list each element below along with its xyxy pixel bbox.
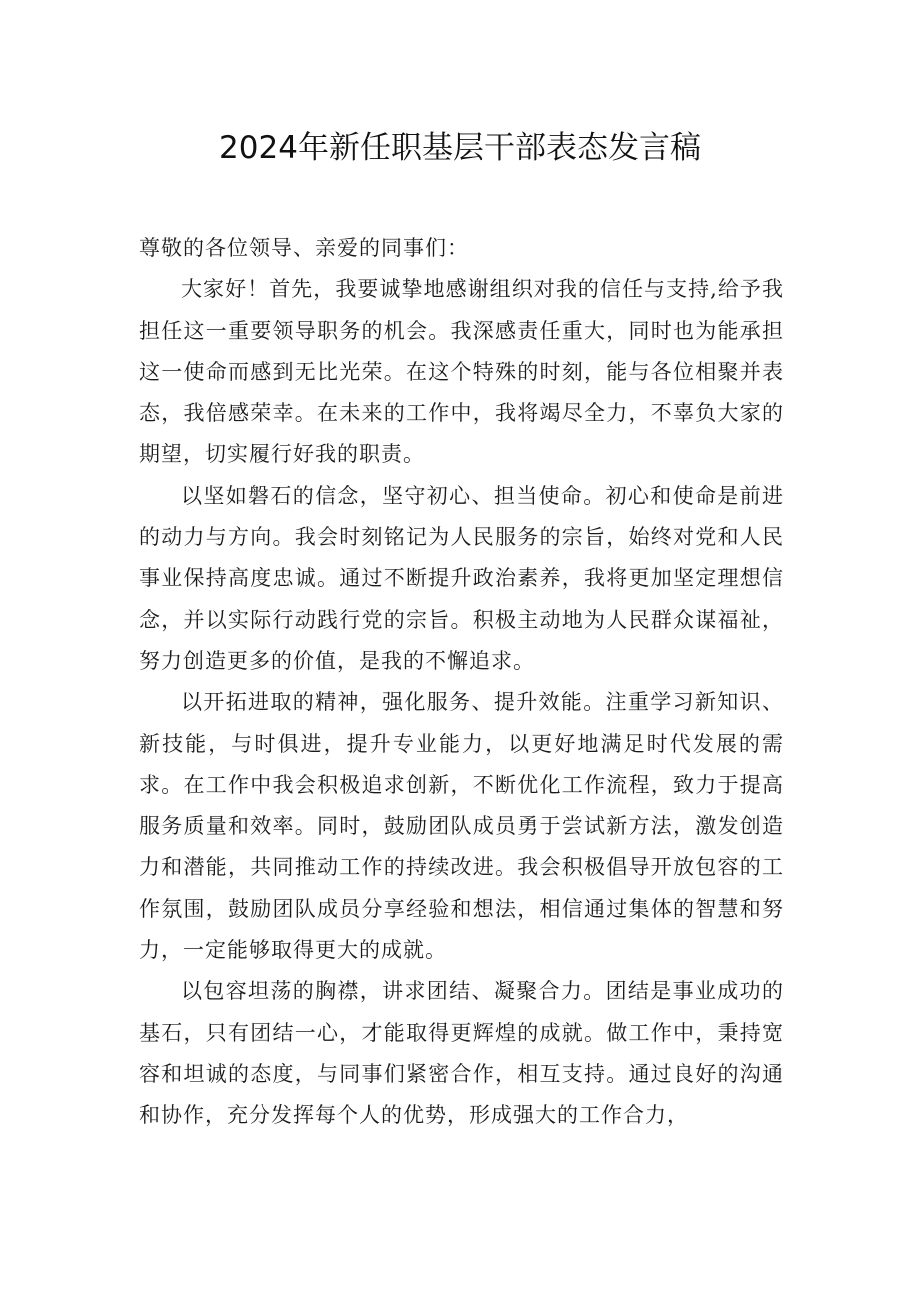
paragraph-2: 以坚如磐石的信念，坚守初心、担当使命。初心和使命是前进的动力与方向。我会时刻铭记为人民服务的宗旨，始终对党和人民事业保持高度忠诚。通过不断提升政治素养，我将更加坚定理想信念，并以实际行动践行党的宗旨。积极主动地为人民群众谋福祉，努力创造更多的价值，是我的不懈追求。 — [139, 483, 784, 673]
paragraph-4: 以包容坦荡的胸襟，讲求团结、凝聚合力。团结是事业成功的基石，只有团结一心，才能取得更辉煌的成就。做工作中，秉持宽容和坦诚的态度，与同事们紧密合作，相互支持。通过良好的沟通和协作，充分发挥每个人的优势，形成强大的工作合力， — [139, 979, 784, 1128]
paragraph-3: 以开拓进取的精神，强化服务、提升效能。注重学习新知识、新技能，与时俱进，提升专业能力，以更好地满足时代发展的需求。在工作中我会积极追求创新，不断优化工作流程，致力于提高服务质量和效率。同时，鼓励团队成员勇于尝试新方法，激发创造力和潜能，共同推动工作的持续改进。我会积极倡导开放包容的工作氛围，鼓励团队成员分享经验和想法，相信通过集体的智慧和努力，一定能够取得更大的成就。 — [139, 690, 784, 963]
salutation: 尊敬的各位领导、亲爱的同事们： — [139, 236, 469, 260]
document-title: 2024年新任职基层干部表态发言稿 — [219, 130, 701, 166]
paragraph-1: 大家好！首先，我要诚挚地感谢组织对我的信任与支持,给予我担任这一重要领导职务的机会。我深感责任重大，同时也为能承担这一使命而感到无比光荣。在这个特殊的时刻，能与各位相聚并表态，我倍感荣幸。在未来的工作中，我将竭尽全力，不辜负大家的期望，切实履行好我的职责。 — [139, 277, 784, 467]
document-body — [139, 228, 784, 1137]
